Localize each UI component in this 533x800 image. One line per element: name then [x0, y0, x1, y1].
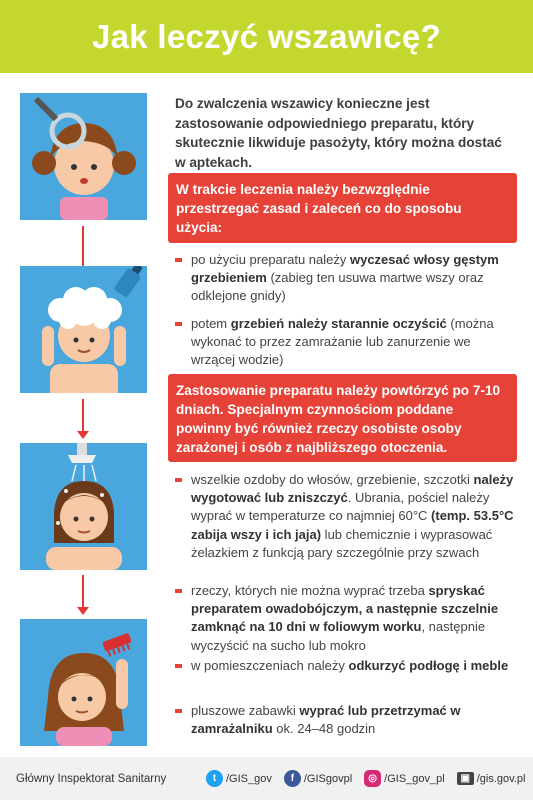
twitter-link[interactable]: t /GIS_gov [206, 770, 272, 787]
header-banner [0, 0, 533, 73]
list-item: pluszowe zabawki wyprać lub przetrzymać w zamrażalniku ok. 24–48 godzin [175, 702, 515, 738]
illustration-shampoo [20, 266, 147, 393]
down-arrow-icon [77, 575, 89, 617]
bullet-marker [175, 258, 182, 262]
facebook-icon: f [284, 770, 301, 787]
illustration-shower [20, 443, 147, 570]
page-title: Jak leczyć wszawicę? [91, 17, 442, 55]
rules-callout: W trakcie leczenia należy bezwzględnie przestrzegać zasad i zaleceń co do sposobu użycia: [168, 173, 517, 243]
illustration-column [0, 73, 160, 753]
list-item: rzeczy, których nie można wyprać trzeba spryskać preparatem owadobójczym, a następnie szczelnie zamknąć na 10 dni w foliowym worku, następnie wyczyścić na sucho lub mokro [175, 582, 515, 655]
bullet-marker [175, 589, 182, 593]
list-item: potem grzebień należy starannie oczyścić (można wykonać to przez zamrażanie lub zanurzenie we wrzącej wodzie) [175, 315, 515, 370]
instagram-icon: ◎ [364, 770, 381, 787]
intro-text: Do zwalczenia wszawicy konieczne jest zastosowanie odpowiedniego preparatu, który skutecznie likwiduje pasożyty, który można dostać w aptekach. [175, 96, 502, 170]
twitter-icon: t [206, 770, 223, 787]
list-item: po użyciu preparatu należy wyczesać włosy gęstym grzebieniem (zabieg ten usuwa martwe wszy oraz odklejone gnidy) [175, 251, 515, 306]
illustration-comb [20, 619, 147, 746]
down-arrow-icon [77, 399, 89, 441]
repeat-callout: Zastosowanie preparatu należy powtórzyć po 7-10 dniach. Specjalnym czynnościom poddane powinny być również rzeczy osobiste osoby zarażonej i osób z najbliższego otoczenia. [168, 374, 517, 462]
list-item: wszelkie ozdoby do włosów, grzebienie, szczotki należy wygotować lub zniszczyć. Ubrania, pościel należy wyprać w temperaturze co najmniej 60°C (temp. 53.5°C zabija wszy i ich jaja) lub chemicznie i wyprasować żelazkiem z funkcją pary szczególnie przy szwach [175, 471, 515, 562]
monitor-icon: ▣ [457, 772, 474, 785]
list-item: w pomieszczeniach należy odkurzyć podłogę i meble [175, 657, 515, 675]
footer [0, 757, 533, 800]
bullet-marker [175, 478, 182, 482]
bullet-marker [175, 664, 182, 668]
illustration-magnifier [20, 93, 147, 220]
website-link[interactable]: ▣ /gis.gov.pl [457, 772, 526, 785]
instagram-link[interactable]: ◎ /GIS_gov_pl [364, 770, 445, 787]
bullet-marker [175, 322, 182, 326]
facebook-link[interactable]: f /GISgovpl [284, 770, 352, 787]
organization-name: Główny Inspektorat Sanitarny [16, 772, 167, 785]
bullet-marker [175, 709, 182, 713]
